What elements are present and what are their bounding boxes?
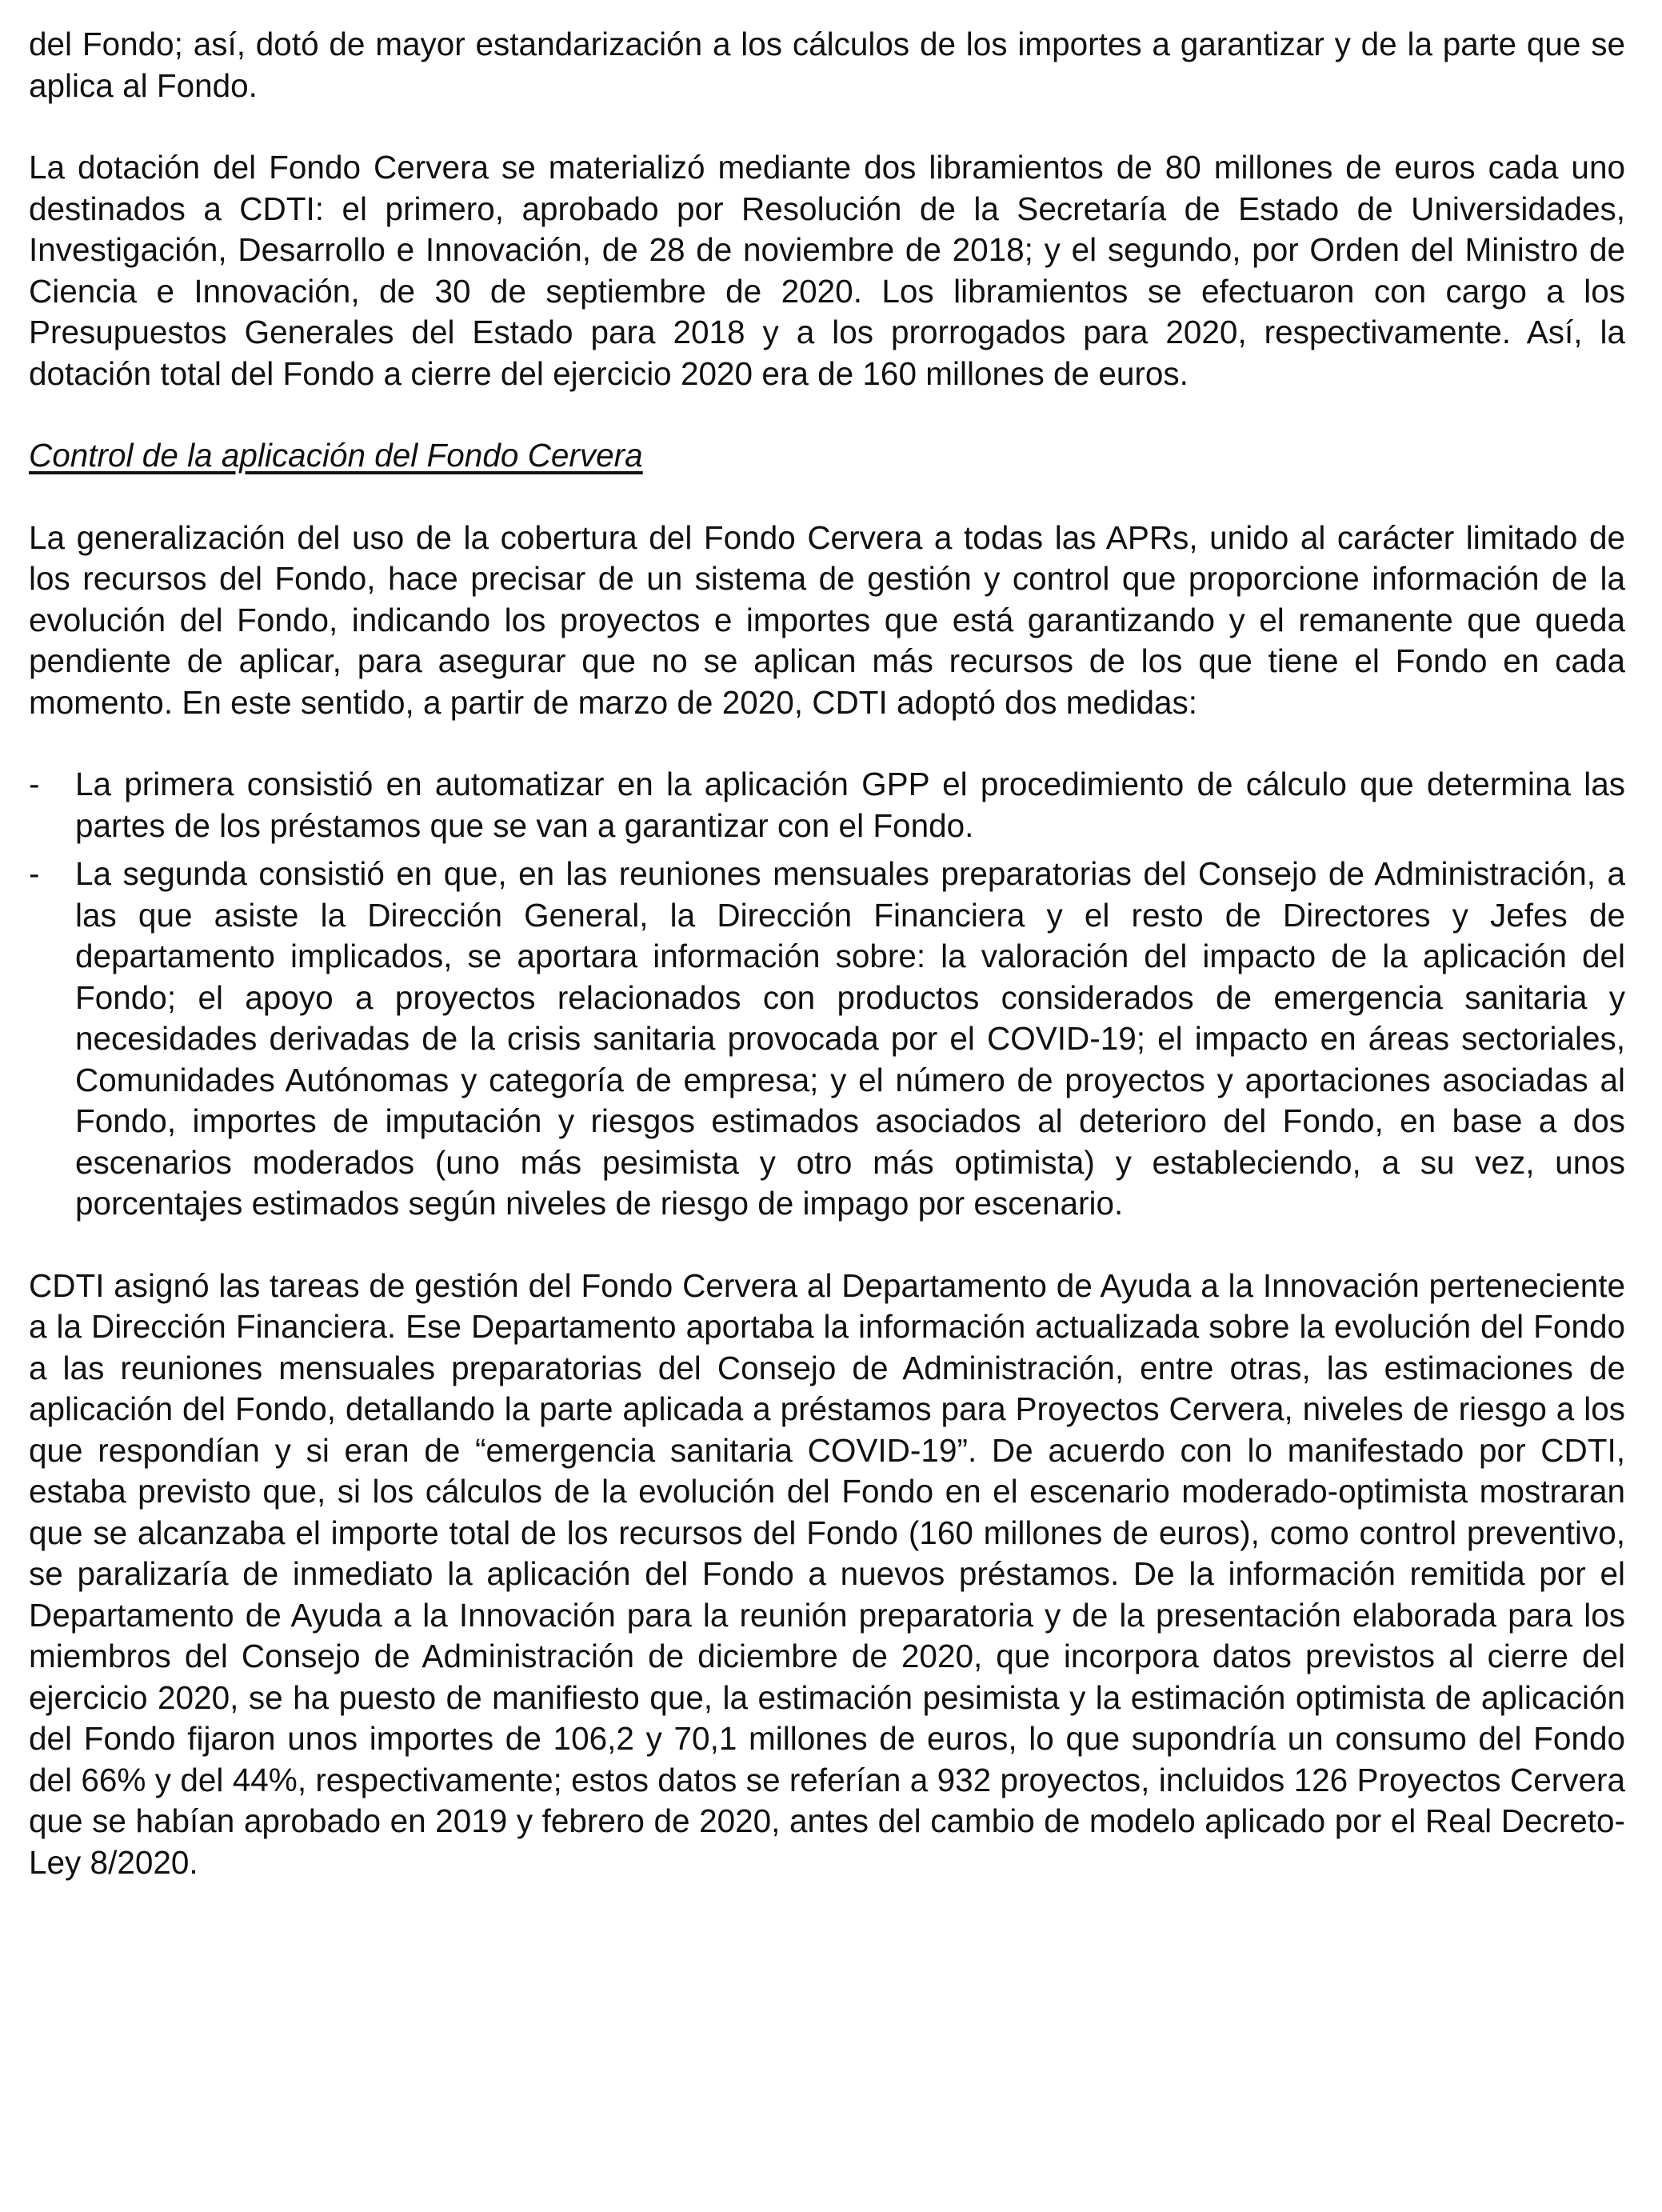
- document-page: [29, 24, 1625, 1924]
- bullet-dash: -: [29, 766, 40, 802]
- list-item: [29, 854, 1625, 1225]
- bullet-dash: -: [29, 855, 40, 892]
- list-item-text: La primera consistió en automatizar en la aplicación GPP el procedimiento de cálculo que determina las partes de los préstamos que se van a garantizar con el Fondo.: [75, 766, 1625, 844]
- list-item: [29, 764, 1625, 846]
- paragraph-intro-continuation: del Fondo; así, dotó de mayor estandarización a los cálculos de los importes a garantizar y de la parte que se aplica al Fondo.: [29, 26, 1625, 104]
- paragraph-generalizacion: La generalización del uso de la cobertura del Fondo Cervera a todas las APRs, unido al carácter limitado de los recursos del Fondo, hace precisar de un sistema de gestión y control que proporcione información de la evolución del Fondo, indicando los proyectos e importes que está garantizando y el remanente que queda pendiente de aplicar, para asegurar que no se aplican más recursos de los que tiene el Fondo en cada momento. En este sentido, a partir de marzo de 2020, CDTI adoptó dos medidas:: [29, 518, 1625, 721]
- paragraph-gestion: CDTI asignó las tareas de gestión del Fondo Cervera al Departamento de Ayuda a la Innovación perteneciente a la Dirección Financiera. Ese Departamento aportaba la información actualizada sobre la evolución del Fondo a las reuniones mensuales preparatorias del Consejo de Administración, entre otras, las estimaciones de aplicación del Fondo, detallando la parte aplicada a préstamos para Proyectos Cervera, niveles de riesgo a los que respondían y si eran de “emergencia sanitaria COVID-19”. De acuerdo con lo manifestado por CDTI, estaba previsto que, si los cálculos de la evolución del Fondo en el escenario moderado-optimista mostraran que se alcanzaba el importe total de los recursos del Fondo (160 millones de euros), como control preventivo, se paralizaría de inmediato la aplicación del Fondo a nuevos préstamos. De la información remitida por el Departamento de Ayuda a la Innovación para la reunión preparatoria y de la presentación elaborada para los miembros del Consejo de Administración de diciembre de 2020, que incorpora datos previstos al cierre del ejercicio 2020, se ha puesto de manifiesto que, la estimación pesimista y la estimación optimista de aplicación del Fondo fijaron unos importes de 106,2 y 70,1 millones de euros, lo que supondría un consumo del Fondo del 66% y del 44%, respectivamente; estos datos se referían a 932 proyectos, incluidos 126 Proyectos Cervera que se habían aprobado en 2019 y febrero de 2020, antes del cambio de modelo aplicado por el Real Decreto-Ley 8/2020.: [29, 1266, 1625, 1881]
- measures-list: [29, 764, 1625, 1225]
- section-heading: Control de la aplicación del Fondo Cervera: [29, 437, 643, 474]
- list-item-text: La segunda consistió en que, en las reuniones mensuales preparatorias del Consejo de Administración, a las que asiste la Dirección General, la Dirección Financiera y el resto de Directores y Jefes de departamento implicados, se aportara información sobre: la valoración del impacto de la aplicación del Fondo; el apoyo a proyectos relacionados con productos considerados de emergencia sanitaria y necesidades derivadas de la crisis sanitaria provocada por el COVID-19; el impacto en áreas sectoriales, Comunidades Autónomas y categoría de empresa; y el número de proyectos y aportaciones asociadas al Fondo, importes de imputación y riesgos estimados asociados al deterioro del Fondo, en base a dos escenarios moderados (uno más pesimista y otro más optimista) y estableciendo, a su vez, unos porcentajes estimados según niveles de riesgo de impago por escenario.: [75, 855, 1625, 1222]
- paragraph-dotacion: La dotación del Fondo Cervera se materializó mediante dos libramientos de 80 millones de euros cada uno destinados a CDTI: el primero, aprobado por Resolución de la Secretaría de Estado de Universidades, Investigación, Desarrollo e Innovación, de 28 de noviembre de 2018; y el segundo, por Orden del Ministro de Ciencia e Innovación, de 30 de septiembre de 2020. Los libramientos se efectuaron con cargo a los Presupuestos Generales del Estado para 2018 y a los prorrogados para 2020, respectivamente. Así, la dotación total del Fondo a cierre del ejercicio 2020 era de 160 millones de euros.: [29, 149, 1625, 392]
